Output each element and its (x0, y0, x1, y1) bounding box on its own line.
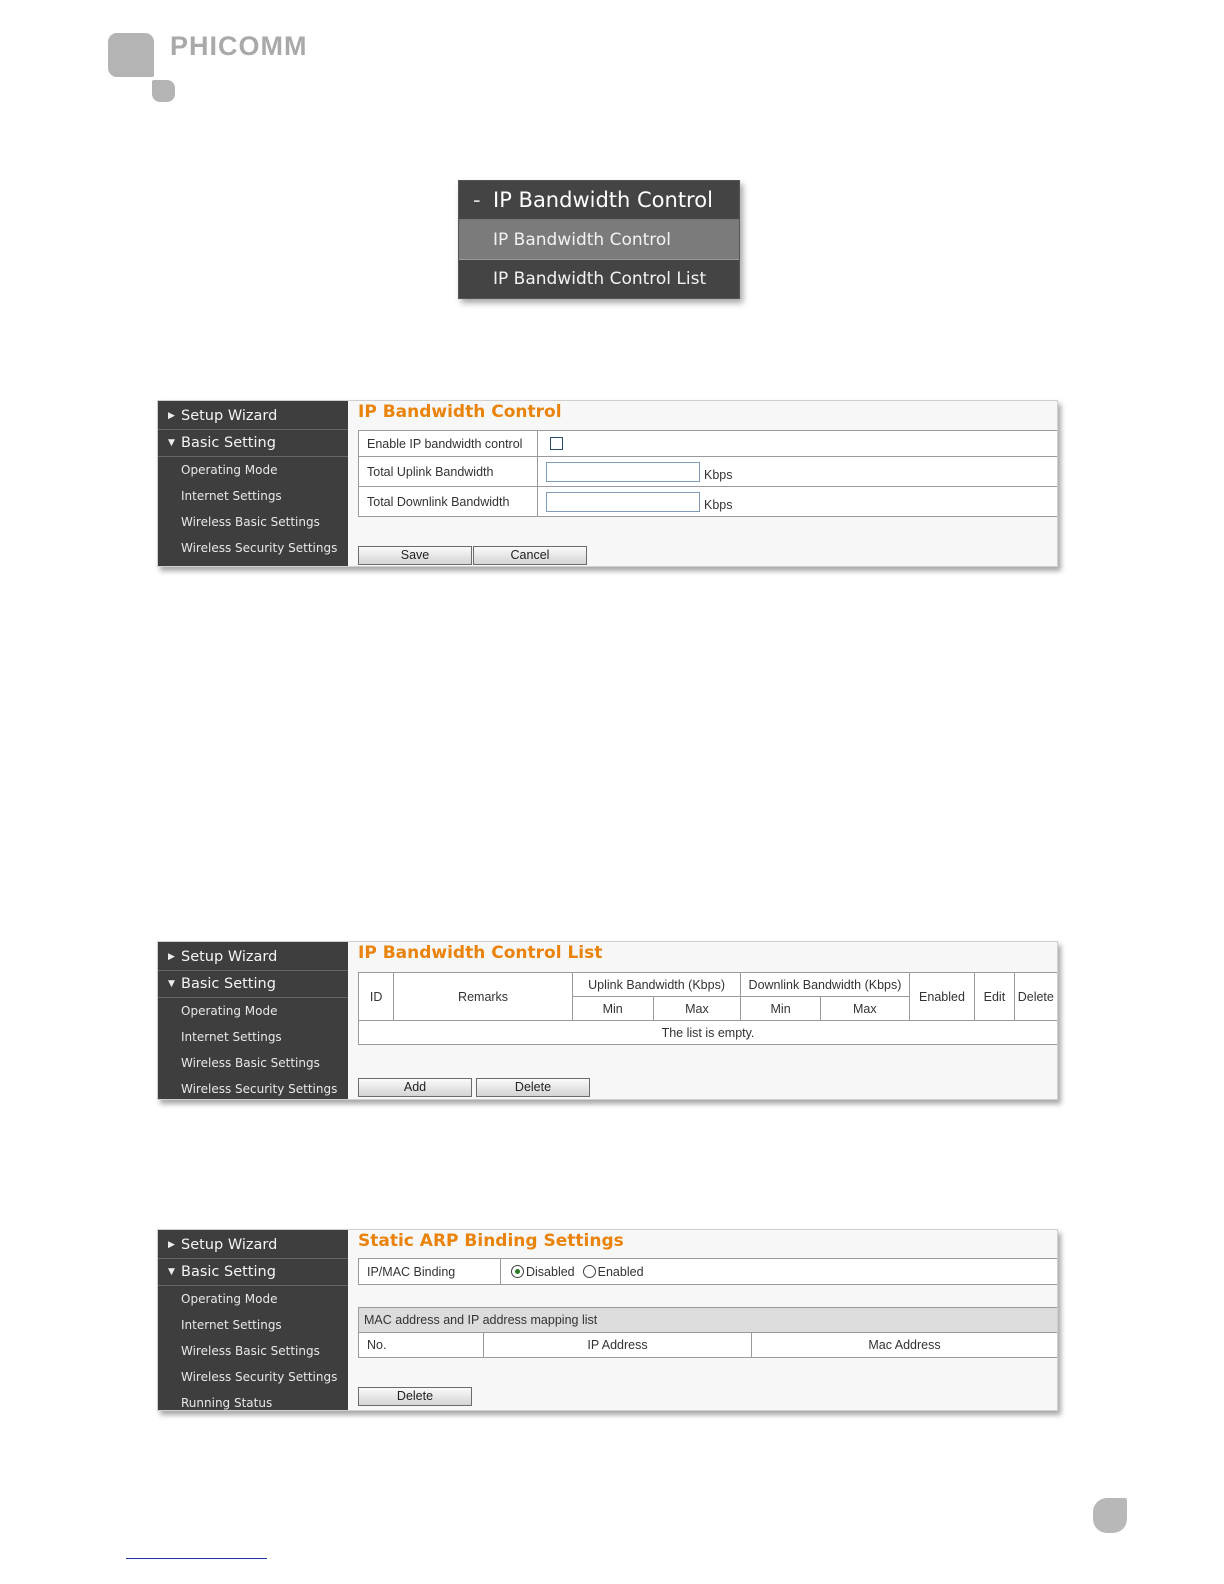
main-content (358, 401, 1057, 566)
empty-message: The list is empty. (359, 1021, 1058, 1045)
sidebar-item-internet-settings[interactable]: Internet Settings (181, 1030, 282, 1044)
caret-down-icon: ▼ (168, 1267, 175, 1277)
col-uplink: Uplink Bandwidth (Kbps) (572, 973, 740, 997)
menu-item-ip-bandwidth-control[interactable]: IP Bandwidth Control (459, 221, 739, 260)
button-bar (358, 1076, 591, 1097)
sidebar-item-wireless-basic-settings[interactable]: Wireless Basic Settings (181, 1344, 320, 1358)
sidebar-item-internet-settings[interactable]: Internet Settings (181, 1318, 282, 1332)
col-downlink-min: Min (741, 997, 821, 1021)
uplink-unit: Kbps (704, 467, 733, 482)
sidebar-item-setup-wizard[interactable]: ▶ Setup Wizard (158, 1232, 348, 1259)
main-content (358, 942, 1057, 1099)
disabled-label: Disabled (526, 1264, 575, 1279)
enable-label: Enable IP bandwidth control (359, 431, 538, 456)
col-downlink: Downlink Bandwidth (Kbps) (741, 973, 909, 997)
downlink-unit: Kbps (704, 497, 733, 512)
logo-square-large (108, 33, 154, 77)
ip-bandwidth-control-panel (157, 400, 1058, 567)
delete-button[interactable]: Delete (476, 1078, 590, 1097)
col-ip-address: IP Address (484, 1333, 752, 1357)
sidebar-item-wireless-security-settings[interactable]: Wireless Security Settings (181, 1082, 338, 1096)
sidebar-item-setup-wizard[interactable]: ▶ Setup Wizard (158, 944, 348, 971)
sidebar-item-basic-setting[interactable]: ▼ Basic Setting (158, 971, 348, 998)
caret-right-icon: ▶ (168, 411, 175, 421)
sidebar (158, 401, 348, 566)
add-button[interactable]: Add (358, 1078, 472, 1097)
bandwidth-list-table (358, 972, 1057, 1045)
sidebar-item-basic-setting[interactable]: ▼ Basic Setting (158, 430, 348, 457)
uplink-row (358, 457, 1057, 487)
sidebar-item-wireless-security-settings[interactable]: Wireless Security Settings (181, 541, 338, 555)
col-enabled: Enabled (909, 973, 975, 1021)
logo-text: PHICOMM (170, 31, 308, 61)
col-delete: Delete (1014, 973, 1057, 1021)
collapse-icon: - (473, 188, 481, 212)
uplink-input[interactable] (546, 462, 700, 482)
delete-button[interactable]: Delete (358, 1387, 472, 1406)
page-title: IP Bandwidth Control List (358, 943, 603, 963)
uplink-label: Total Uplink Bandwidth (359, 457, 538, 486)
disabled-radio[interactable] (511, 1265, 524, 1278)
footnote-rule (126, 1558, 267, 1559)
enable-row (358, 430, 1057, 457)
sidebar-item-running-status[interactable]: Running Status (181, 1396, 273, 1410)
downlink-input[interactable] (546, 492, 700, 512)
sidebar-item-operating-mode[interactable]: Operating Mode (181, 463, 278, 477)
page-title: Static ARP Binding Settings (358, 1231, 624, 1251)
sidebar-item-operating-mode[interactable]: Operating Mode (181, 1292, 278, 1306)
col-mac-address: Mac Address (868, 1338, 941, 1352)
downlink-label: Total Downlink Bandwidth (359, 487, 538, 516)
caret-right-icon: ▶ (168, 1240, 175, 1250)
sidebar (158, 1230, 348, 1410)
caret-down-icon: ▼ (168, 979, 175, 989)
mapping-list-header (358, 1307, 1057, 1333)
mapping-columns (358, 1333, 1057, 1358)
caret-down-icon: ▼ (168, 438, 175, 448)
button-bar (358, 544, 588, 565)
page-badge-icon (1093, 1498, 1127, 1533)
sidebar-item-basic-setting[interactable]: ▼ Basic Setting (158, 1259, 348, 1286)
save-button[interactable]: Save (358, 546, 472, 565)
enable-checkbox[interactable] (550, 437, 563, 450)
menu-item-ip-bandwidth-control-list[interactable]: IP Bandwidth Control List (493, 269, 707, 289)
col-id: ID (359, 973, 394, 1021)
sidebar-item-internet-settings[interactable]: Internet Settings (181, 489, 282, 503)
page-title: IP Bandwidth Control (358, 402, 562, 422)
col-uplink-min: Min (572, 997, 653, 1021)
mapping-list-title: MAC address and IP address mapping list (364, 1313, 598, 1327)
sidebar-item-setup-wizard[interactable]: ▶ Setup Wizard (158, 403, 348, 430)
cancel-button[interactable]: Cancel (473, 546, 587, 565)
downlink-row (358, 487, 1057, 517)
col-edit: Edit (975, 973, 1014, 1021)
main-content (358, 1230, 1057, 1410)
ip-bandwidth-control-list-panel (157, 941, 1058, 1100)
enabled-radio[interactable] (583, 1265, 596, 1278)
logo-square-small (152, 80, 175, 102)
col-remarks: Remarks (394, 973, 573, 1021)
ip-mac-binding-label: IP/MAC Binding (359, 1259, 501, 1284)
caret-right-icon: ▶ (168, 952, 175, 962)
sidebar-item-operating-mode[interactable]: Operating Mode (181, 1004, 278, 1018)
static-arp-binding-panel (157, 1229, 1058, 1411)
sidebar-item-wireless-basic-settings[interactable]: Wireless Basic Settings (181, 515, 320, 529)
button-bar (358, 1385, 473, 1406)
sidebar-item-wireless-security-settings[interactable]: Wireless Security Settings (181, 1370, 338, 1384)
ip-mac-binding-row (358, 1258, 1057, 1285)
phicomm-logo (108, 33, 328, 105)
menu-header[interactable] (459, 181, 739, 221)
ip-bandwidth-menu (458, 180, 740, 299)
menu-header-label: IP Bandwidth Control (493, 188, 713, 212)
col-uplink-max: Max (653, 997, 741, 1021)
col-downlink-max: Max (820, 997, 909, 1021)
sidebar-item-wireless-basic-settings[interactable]: Wireless Basic Settings (181, 1056, 320, 1070)
sidebar (158, 942, 348, 1099)
enabled-label: Enabled (597, 1264, 644, 1279)
col-no: No. (359, 1333, 484, 1357)
